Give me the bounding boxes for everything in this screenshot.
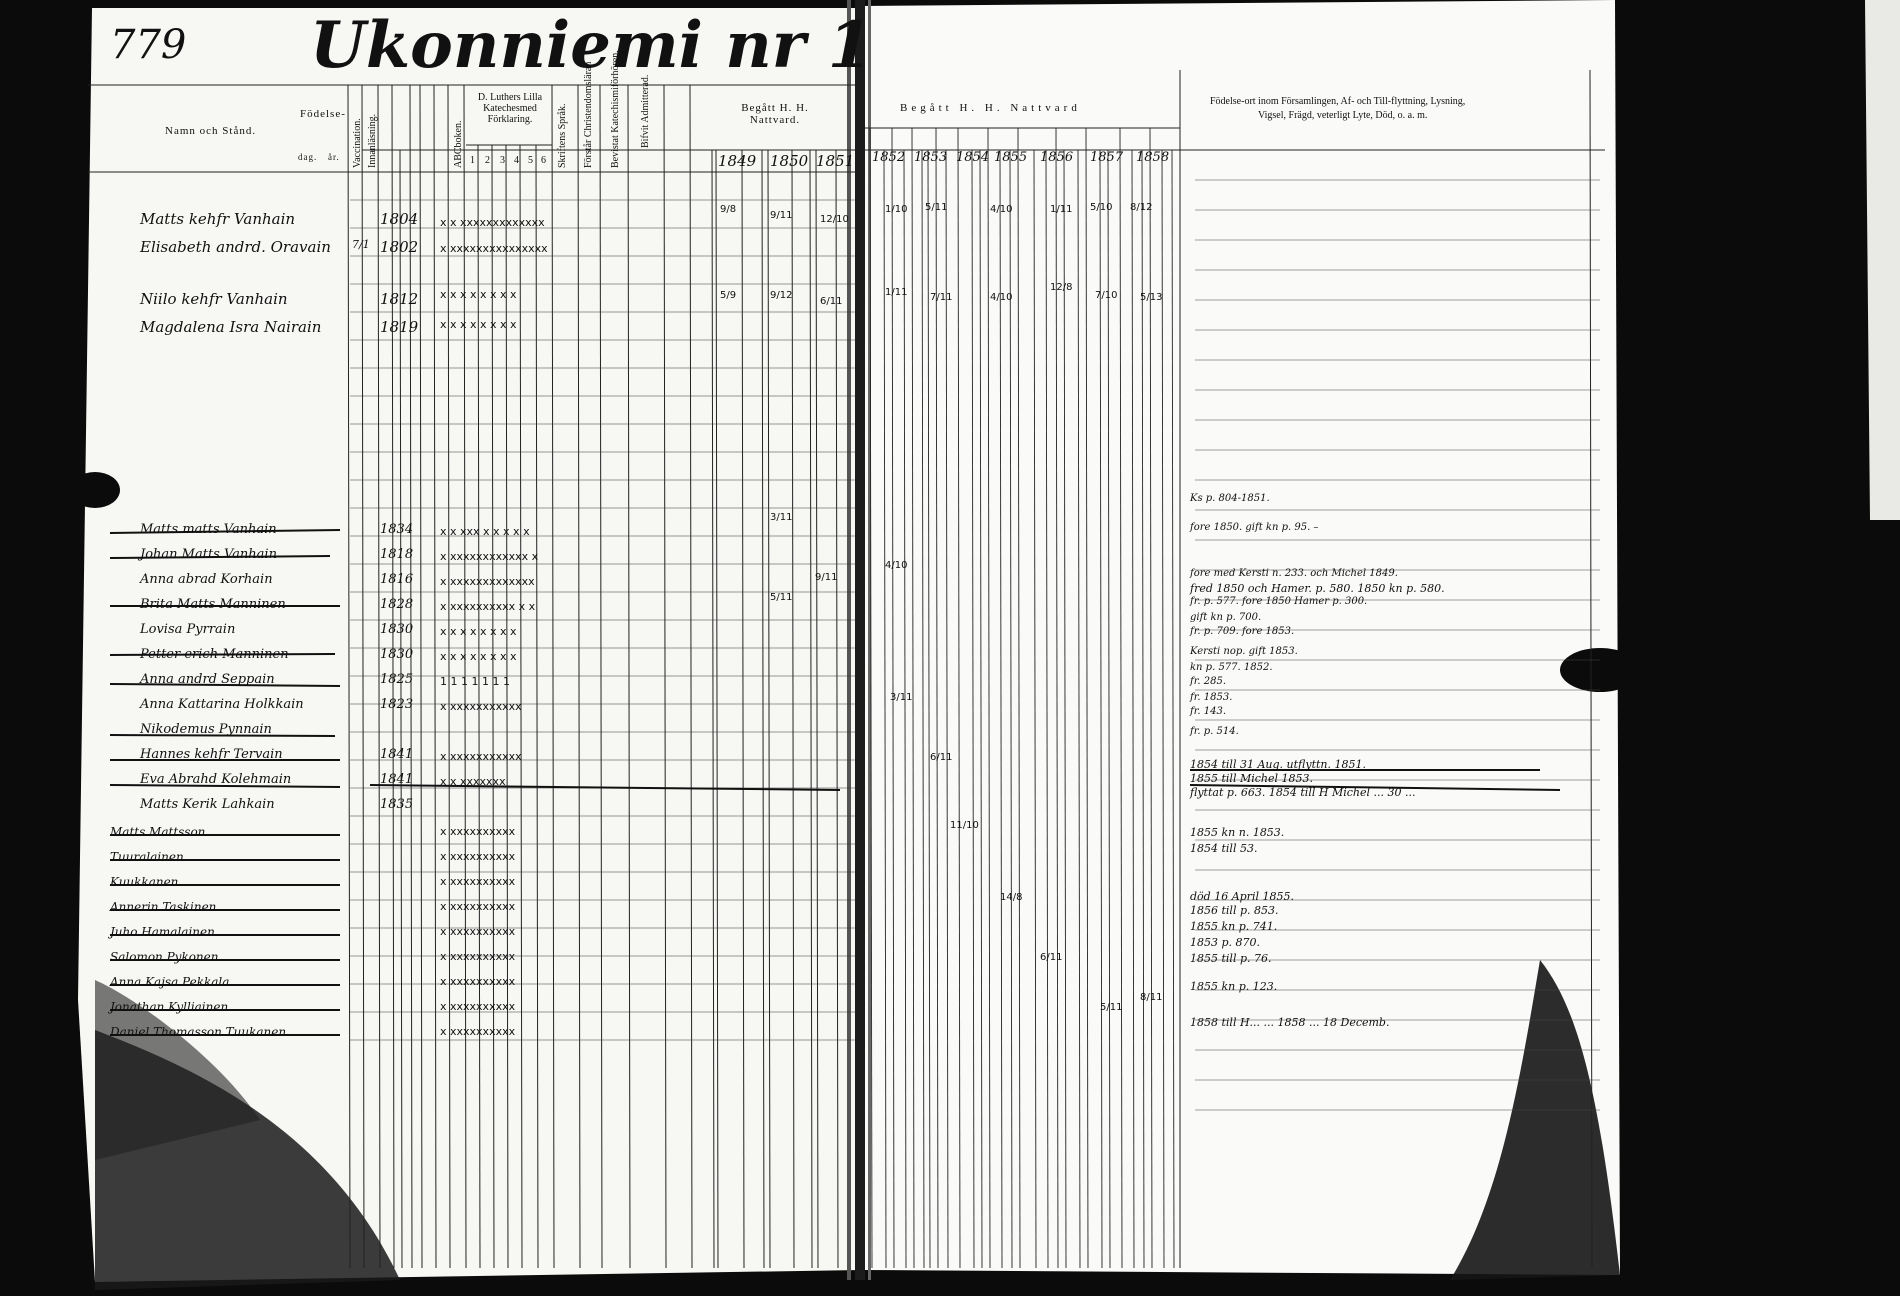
year-1851: 1851 xyxy=(816,152,855,170)
remark-note: 1854 till 31 Aug. utflyttn. 1851. xyxy=(1190,758,1366,771)
svg-text:9/11: 9/11 xyxy=(770,210,793,221)
svg-text:x x x x x x x x: x x x x x x x x xyxy=(440,650,517,663)
svg-text:x xxxxxxxxxx: x xxxxxxxxxx xyxy=(440,950,516,963)
svg-text:11/10: 11/10 xyxy=(950,820,979,831)
person-row-year: 1834 xyxy=(380,522,414,537)
person-row-name: Elisabeth andrd. Oravain xyxy=(140,238,331,256)
remark-note: fr. p. 514. xyxy=(1190,726,1239,737)
struck-name: Matts Mattsson xyxy=(110,825,206,839)
person-row-name: Anna andrd Seppain xyxy=(140,672,275,687)
remark-note: fr. p. 709. fore 1853. xyxy=(1190,626,1295,637)
person-row-year: 1830 xyxy=(380,622,414,637)
remark-note: fr. 143. xyxy=(1190,706,1227,717)
remark-note: flyttat p. 663. 1854 till H Michel ... 30 ... xyxy=(1190,786,1416,799)
svg-text:1/11: 1/11 xyxy=(1050,204,1073,215)
person-row-year: 1841 xyxy=(380,747,414,762)
struck-name: Juho Hamalainen xyxy=(110,925,215,939)
remark-note: 1855 kn p. 741. xyxy=(1190,920,1278,933)
svg-text:x xxxxxxxxxxxxxxx: x xxxxxxxxxxxxxxx xyxy=(440,242,548,255)
svg-text:1/10: 1/10 xyxy=(885,204,908,215)
person-row-year: 1828 xyxy=(380,597,414,612)
page-title: Ukonniemi nr 1 xyxy=(310,8,873,83)
remark-note: 1853 p. 870. xyxy=(1190,936,1261,949)
svg-text:4/10: 4/10 xyxy=(990,204,1013,215)
person-row-name: Johan Matts Vanhain xyxy=(140,547,277,562)
scripture-header: Skriftens Språk. xyxy=(557,103,568,168)
person-row-name: Hannes kehfr Tervain xyxy=(140,747,283,762)
birth-column-header: Födelse- xyxy=(300,108,346,120)
year-1854: 1854 xyxy=(956,150,990,165)
svg-text:x x x x x x x x: x x x x x x x x xyxy=(440,288,517,301)
svg-text:x xxxxxxxxxx: x xxxxxxxxxx xyxy=(440,925,516,938)
svg-text:x x xxx x x x x x: x x xxx x x x x x xyxy=(440,525,530,538)
svg-text:9/12: 9/12 xyxy=(770,290,793,301)
svg-text:4/10: 4/10 xyxy=(990,292,1013,303)
person-row-year: 1835 xyxy=(380,797,414,812)
svg-text:1/11: 1/11 xyxy=(885,287,908,298)
svg-text:x x xxxxxxx: x x xxxxxxx xyxy=(440,775,506,788)
luther-col-2: 2 xyxy=(485,155,491,166)
person-row-name: Brita Matts Manninen xyxy=(140,597,286,612)
svg-text:12/10: 12/10 xyxy=(820,214,849,225)
svg-text:x xxxxxxxxxx: x xxxxxxxxxx xyxy=(440,850,516,863)
year-1849: 1849 xyxy=(718,152,757,170)
remarks-subheader: Vigsel, Frägd, veterligt Lyte, Död, o. a. m. xyxy=(1258,110,1428,121)
svg-text:x x x x x x x x: x x x x x x x x xyxy=(440,625,517,638)
remark-note: gift kn p. 700. xyxy=(1190,612,1262,623)
remark-note: fore med Kersti n. 233. och Michel 1849. xyxy=(1190,568,1398,579)
svg-text:x xxxxxxxxxx: x xxxxxxxxxx xyxy=(440,825,516,838)
struck-name: Anna Kajsa Pekkala xyxy=(110,975,230,989)
svg-text:x xxxxxxxxxx: x xxxxxxxxxx xyxy=(440,900,516,913)
person-row-year: 1825 xyxy=(380,672,414,687)
remark-note: fred 1850 och Hamer. p. 580. 1850 kn p. 580. xyxy=(1190,582,1445,595)
person-row-name: Petter erich Manninen xyxy=(140,647,289,662)
remark-note: fore 1850. gift kn p. 95. – xyxy=(1190,522,1319,533)
luther-col-3: 3 xyxy=(500,155,506,166)
svg-text:x xxxxxxxxxx: x xxxxxxxxxx xyxy=(440,875,516,888)
svg-text:4/10: 4/10 xyxy=(885,560,908,571)
svg-text:12/8: 12/8 xyxy=(1050,282,1073,293)
communion-right-header: Begått H. H. Nattvard xyxy=(900,102,1081,114)
struck-name: Annerin Taskinen xyxy=(110,900,217,914)
person-row-year: 1819 xyxy=(380,318,419,336)
remark-note: Kersti nop. gift 1853. xyxy=(1190,646,1298,657)
svg-text:7/10: 7/10 xyxy=(1095,290,1118,301)
person-row-name: Matts matts Vanhain xyxy=(140,522,277,537)
svg-text:9/8: 9/8 xyxy=(720,204,737,215)
svg-text:3/11: 3/11 xyxy=(770,512,793,523)
person-row-name: Lovisa Pyrrain xyxy=(140,622,236,637)
svg-text:x x x x x x x x: x x x x x x x x xyxy=(440,318,517,331)
person-row-name: Magdalena Isra Nairain xyxy=(140,318,322,336)
svg-text:x xxxxxxxxxx: x xxxxxxxxxx xyxy=(440,1025,516,1038)
remark-note: 1858 till H... ... 1858 ... 18 Decemb. xyxy=(1190,1016,1390,1029)
remarks-header: Födelse-ort inom Församlingen, Af- och Till-flyttning, Lysning, xyxy=(1210,96,1466,107)
communion-left-header: Begått H. H. Nattvard. xyxy=(741,102,809,126)
remark-note: 1855 till Michel 1853. xyxy=(1190,772,1314,785)
person-row-day: 7/1 xyxy=(352,238,370,251)
svg-text:5/11: 5/11 xyxy=(925,202,948,213)
person-row-name: Matts kehfr Vanhain xyxy=(140,210,296,228)
svg-text:14/8: 14/8 xyxy=(1000,892,1023,903)
remark-note: Ks p. 804-1851. xyxy=(1190,493,1270,504)
svg-text:7/11: 7/11 xyxy=(930,292,953,303)
abc-book-header: ABCboken. xyxy=(453,120,464,168)
person-row-year: 1804 xyxy=(380,210,419,228)
person-row-name: Anna Kattarina Holkkain xyxy=(140,697,304,712)
christian-doctrine-header: Förstår Christendomsläran xyxy=(583,61,594,168)
remark-note: kn p. 577. 1852. xyxy=(1190,662,1273,673)
struck-name: Kuukkanen xyxy=(110,875,179,889)
svg-text:5/9: 5/9 xyxy=(720,290,737,301)
svg-text:8/11: 8/11 xyxy=(1140,992,1163,1003)
svg-text:6/11: 6/11 xyxy=(930,752,953,763)
person-row-year: 1841 xyxy=(380,772,414,787)
year-1853: 1853 xyxy=(914,150,948,165)
luther-col-1: 1 xyxy=(470,155,476,166)
svg-text:5/10: 5/10 xyxy=(1090,202,1113,213)
person-row-year: 1802 xyxy=(380,238,419,256)
catechism-hearing-header: Bevistat Katechismiförhören. xyxy=(610,50,621,168)
birth-day-header: dag. xyxy=(298,152,318,162)
struck-name: Tuuralainen xyxy=(110,850,184,864)
svg-text:1 1 1 1 1 1 1: 1 1 1 1 1 1 1 xyxy=(440,675,510,688)
person-row-year: 1823 xyxy=(380,697,414,712)
svg-text:x xxxxxxxxxxx: x xxxxxxxxxxx xyxy=(440,700,522,713)
year-1857: 1857 xyxy=(1090,150,1124,165)
remark-note: 1855 kn n. 1853. xyxy=(1190,826,1285,839)
person-row-name: Matts Kerik Lahkain xyxy=(140,797,275,812)
remark-note: 1856 till p. 853. xyxy=(1190,904,1279,917)
birth-year-header: år. xyxy=(328,152,340,162)
svg-text:6/11: 6/11 xyxy=(1040,952,1063,963)
remark-note: 1855 till p. 76. xyxy=(1190,952,1272,965)
svg-text:9/11: 9/11 xyxy=(815,572,838,583)
luther-col-5: 5 xyxy=(528,155,534,166)
luther-catechism-header: D. Luthers Lilla Katechesmed Förklaring. xyxy=(477,92,543,125)
svg-text:x xxxxxxxxxxx: x xxxxxxxxxxx xyxy=(440,750,522,763)
svg-text:x xxxxxxxxxxxxx: x xxxxxxxxxxxxx xyxy=(440,575,535,588)
name-column-header: Namn och Stånd. xyxy=(165,125,257,137)
person-row-year: 1812 xyxy=(380,290,419,308)
struck-name: Jonathan Kylliainen xyxy=(110,1000,229,1014)
svg-text:8/12: 8/12 xyxy=(1130,202,1153,213)
svg-text:5/11: 5/11 xyxy=(1100,1002,1123,1013)
year-1858: 1858 xyxy=(1136,150,1170,165)
svg-text:x xxxxxxxxxx: x xxxxxxxxxx xyxy=(440,1000,516,1013)
svg-text:x xxxxxxxxxx x x: x xxxxxxxxxx x x xyxy=(440,600,536,613)
person-row-name: Anna abrad Korhain xyxy=(140,572,273,587)
luther-col-4: 4 xyxy=(514,155,520,166)
remark-note: fr. p. 577. fore 1850 Hamer p. 300. xyxy=(1190,596,1368,607)
svg-text:5/13: 5/13 xyxy=(1140,292,1163,303)
reading-header: Innanläsning. xyxy=(367,113,378,168)
remark-note: fr. 285. xyxy=(1190,676,1227,687)
remark-note: fr. 1853. xyxy=(1190,692,1233,703)
person-row-year: 1818 xyxy=(380,547,414,562)
person-row-name: Niilo kehfr Vanhain xyxy=(140,290,288,308)
remark-note: död 16 April 1855. xyxy=(1190,890,1294,903)
remark-note: 1855 kn p. 123. xyxy=(1190,980,1278,993)
svg-text:x x xxxxxxxxxxxxx: x x xxxxxxxxxxxxx xyxy=(440,216,545,229)
svg-text:x xxxxxxxxxx: x xxxxxxxxxx xyxy=(440,975,516,988)
admitted-header: Bifvit Admitterad. xyxy=(640,74,651,148)
vaccination-header: Vaccination. xyxy=(352,118,363,168)
struck-name: Daniel Thomasson Tuukanen xyxy=(110,1025,287,1039)
remark-note: 1854 till 53. xyxy=(1190,842,1258,855)
person-row-name: Nikodemus Pynnain xyxy=(140,722,272,737)
year-1852: 1852 xyxy=(872,150,906,165)
year-1855: 1855 xyxy=(994,150,1028,165)
person-row-year: 1830 xyxy=(380,647,414,662)
person-row-year: 1816 xyxy=(380,572,414,587)
svg-text:x xxxxxxxxxxxx x: x xxxxxxxxxxxx x xyxy=(440,550,539,563)
luther-col-6: 6 xyxy=(541,155,547,166)
year-1856: 1856 xyxy=(1040,150,1074,165)
svg-text:6/11: 6/11 xyxy=(820,296,843,307)
struck-name: Salomon Pykonen xyxy=(110,950,219,964)
svg-text:3/11: 3/11 xyxy=(890,692,913,703)
year-1850: 1850 xyxy=(770,152,809,170)
svg-text:5/11: 5/11 xyxy=(770,592,793,603)
page-number: 779 xyxy=(110,22,187,68)
person-row-name: Eva Abrahd Kolehmain xyxy=(140,772,292,787)
